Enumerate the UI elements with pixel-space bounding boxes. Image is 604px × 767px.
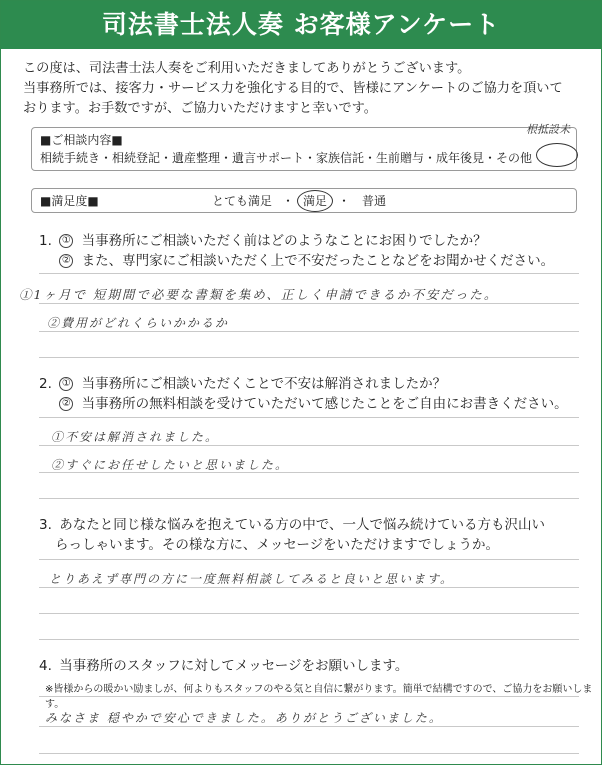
answer-line xyxy=(39,753,579,754)
question-4-note: ※皆様からの暖かい励ましが、何よりもスタッフのやる気と自信に繋がります。簡単で結構ですので、ご協力をお願いします。 xyxy=(45,684,593,710)
question-text: また、専門家にご相談いただく上で不安だったことなどをお聞かせください。 xyxy=(81,253,555,269)
page-title: 司法書士法人奏 お客様アンケート xyxy=(1,1,601,49)
answer-line xyxy=(39,303,579,304)
answer-line xyxy=(39,559,579,560)
question-text: 当事務所にご相談いただくことで不安は解消されましたか？ xyxy=(81,376,447,392)
question-1 xyxy=(39,231,579,251)
satisfaction-option-satisfied: 満足 xyxy=(303,194,328,208)
question-text: 当事務所のスタッフに対してメッセージをお願いします。 xyxy=(59,658,409,674)
handwritten-answer: ①1ヶ月で 短期間で必要な書類を集め、正しく申請できるか不安だった。 xyxy=(19,287,499,302)
consult-content-box xyxy=(31,127,577,171)
selected-circle-mark xyxy=(536,143,578,167)
satisfaction-label: ■満足度■ xyxy=(40,194,99,208)
circled-mark: ① xyxy=(59,377,73,391)
consult-label: ■ご相談内容■ xyxy=(40,133,123,147)
consult-items: 相続手続き・相続登記・遺産整理・遺言サポート・家族信託・生前贈与・成年後見・その他 xyxy=(40,151,533,165)
consult-handwritten-note: 根抵設未 xyxy=(526,123,570,136)
answer-line xyxy=(39,417,579,418)
question-3-cont: らっしゃいます。その様な方に、メッセージをいただけますでしょうか。 xyxy=(55,537,500,553)
satisfaction-separator: ・ xyxy=(282,194,295,208)
answer-line xyxy=(39,273,579,274)
satisfaction-option-very: とても満足 xyxy=(212,194,273,208)
question-number: 1. xyxy=(39,233,52,249)
circled-mark: ② xyxy=(59,254,73,268)
answer-line xyxy=(39,726,579,727)
handwritten-answer: とりあえず専門の方に一度無料相談してみると良いと思います。 xyxy=(49,572,455,586)
satisfaction-option-normal: 普通 xyxy=(362,194,387,208)
question-text: 当事務所の無料相談を受けていただいて感じたことをご自由にお書きください。 xyxy=(81,396,568,412)
answer-line xyxy=(39,639,579,640)
question-number: 4. xyxy=(39,658,52,674)
question-number: 2. xyxy=(39,376,52,392)
answer-line xyxy=(39,357,579,358)
circled-mark: ① xyxy=(59,234,73,248)
handwritten-answer: みなさま 穏やかで安心できました。ありがとうございました。 xyxy=(45,711,443,725)
question-2 xyxy=(39,374,579,394)
question-text: 当事務所にご相談いただく前はどのようなことにお困りでしたか？ xyxy=(81,233,487,249)
question-1-sub xyxy=(39,251,579,271)
intro-line: 当事務所では、接客力・サービス力を強化する目的で、皆様にアンケートのご協力を頂いて xyxy=(23,81,563,96)
handwritten-answer: ②すぐにお任せしたいと思いました。 xyxy=(51,458,290,472)
answer-line xyxy=(39,445,579,446)
answer-line xyxy=(39,587,579,588)
answer-line xyxy=(39,472,579,473)
intro-line: この度は、司法書士法人奏をご利用いただきましてありがとうございます。 xyxy=(23,61,471,76)
question-3 xyxy=(39,515,579,535)
answer-line xyxy=(39,498,579,499)
intro-line: おります。お手数ですが、ご協力いただけますと幸いです。 xyxy=(23,101,377,116)
satisfaction-separator: ・ xyxy=(338,194,351,208)
satisfaction-circle-mark xyxy=(297,190,333,212)
answer-line xyxy=(39,331,579,332)
question-4 xyxy=(39,656,579,676)
intro-text xyxy=(23,59,583,119)
question-text: あなたと同じ様な悩みを抱えている方の中で、一人で悩み続けている方も沢山い xyxy=(59,517,546,533)
circled-mark: ② xyxy=(59,397,73,411)
handwritten-answer: ①不安は解消されました。 xyxy=(51,430,220,444)
answer-line xyxy=(39,613,579,614)
question-number: 3. xyxy=(39,517,52,533)
answer-line xyxy=(39,696,579,697)
question-2-sub xyxy=(39,394,579,414)
handwritten-answer: ②費用がどれくらいかかるか xyxy=(47,316,230,330)
